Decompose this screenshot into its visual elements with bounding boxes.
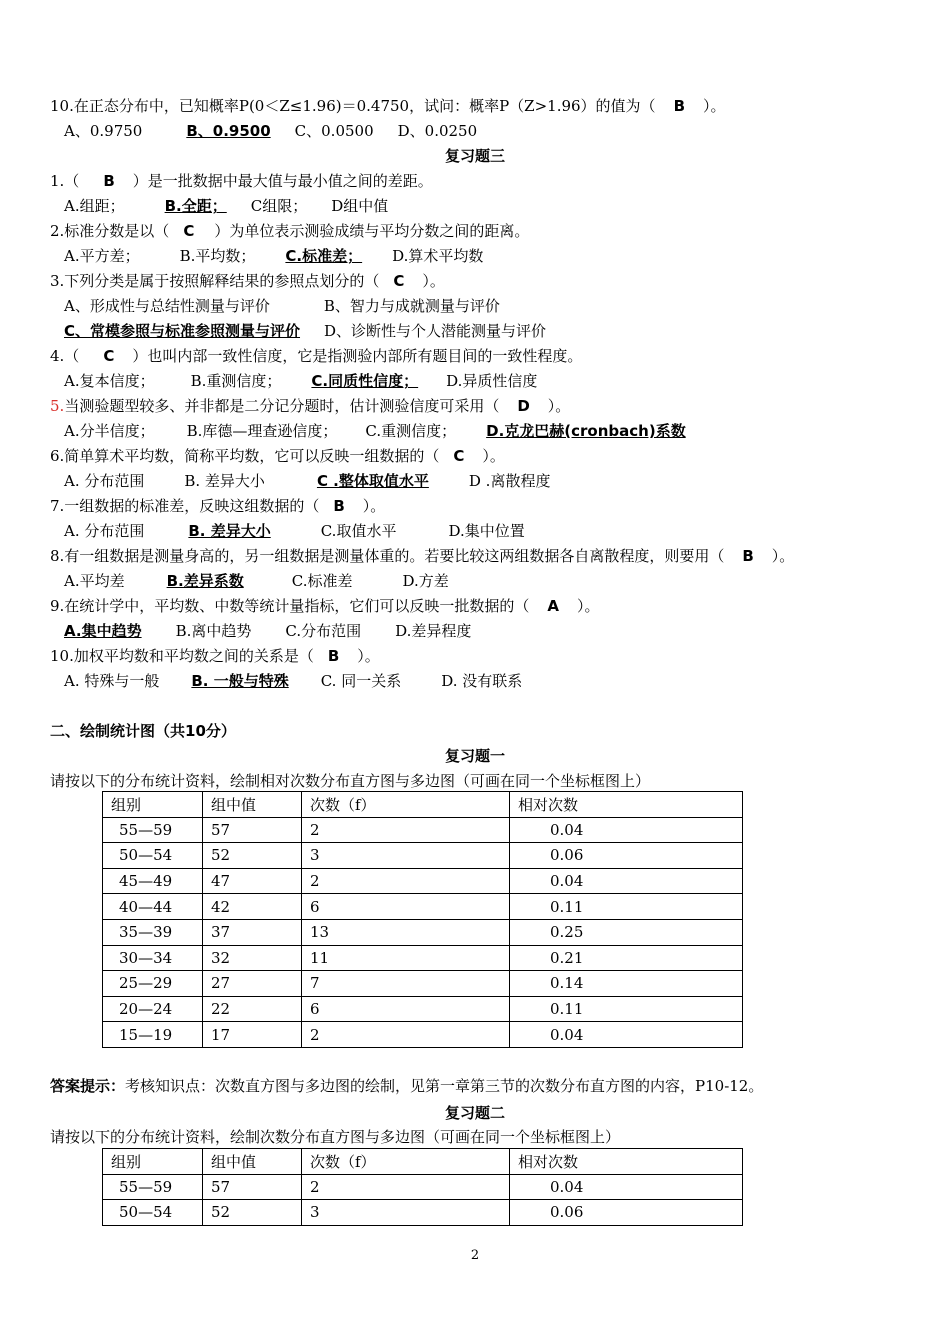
table-cell: 0.11 [510, 894, 743, 920]
table-cell: 3 [302, 1200, 510, 1226]
review-3-title: 复习题三 [444, 147, 505, 165]
distribution-table-2 [102, 1148, 743, 1226]
table-cell: 0.06 [510, 843, 743, 869]
table-cell: 22 [203, 996, 302, 1022]
distribution-table-1 [102, 791, 743, 1048]
table-cell: 27 [203, 971, 302, 997]
table-cell: 0.06 [510, 1200, 743, 1226]
table-cell: 57 [203, 817, 302, 843]
column-header: 组中值 [203, 1149, 302, 1175]
table-cell: 20—24 [103, 996, 203, 1022]
page-number: 2 [470, 1248, 480, 1263]
table-row [103, 996, 743, 1022]
review-2-prompt: 请按以下的分布统计资料，绘制次数分布直方图与多边图（可画在同一个坐标框图上） [50, 1128, 621, 1146]
answer-letter: B [673, 97, 685, 115]
r3-question-2: 2.标准分数是以（ C ）为单位表示测验成绩与平均分数之间的距离。 [50, 222, 530, 240]
section-2-heading: 二、绘制统计图（共10分） [50, 722, 236, 740]
r3-question-7: 7.一组数据的标准差，反映这组数据的（ B ）。 [50, 497, 386, 515]
answer-hint: 答案提示：考核知识点：次数直方图与多边图的绘制，见第一章第三节的次数分布直方图的内容，P10-12。 [50, 1077, 764, 1095]
table-cell: 0.04 [510, 1174, 743, 1200]
table-cell: 6 [302, 996, 510, 1022]
r3-question-5: 5.当测验题型较多、并非都是二分记分题时，估计测验信度可采用（ D ）。 [50, 397, 571, 415]
table-cell: 55—59 [103, 817, 203, 843]
table-cell: 25—29 [103, 971, 203, 997]
table-header-row [103, 792, 743, 818]
r3-question-9: 9.在统计学中，平均数、中数等统计量指标，它们可以反映一批数据的（ A ）。 [50, 597, 600, 615]
table-cell: 0.04 [510, 868, 743, 894]
table-cell: 40—44 [103, 894, 203, 920]
table-row [103, 868, 743, 894]
column-header: 组别 [103, 792, 203, 818]
table-cell: 52 [203, 843, 302, 869]
r3-question-10: 10.加权平均数和平均数之间的关系是（ B ）。 [50, 647, 380, 665]
table-row [103, 919, 743, 945]
r3-question-3-options-1: A、形成性与总结性测量与评价 B、智力与成就测量与评价 [64, 297, 500, 315]
review-1-title: 复习题一 [444, 747, 505, 765]
column-header: 次数（f） [302, 1149, 510, 1175]
table-row [103, 894, 743, 920]
r3-question-4: 4.（ C ）也叫内部一致性信度，它是指测验内部所有题目间的一致性程度。 [50, 347, 583, 365]
table-cell: 55—59 [103, 1174, 203, 1200]
column-header: 相对次数 [510, 1149, 743, 1175]
correct-option: B、0.9500 [186, 122, 271, 140]
r3-question-9-options: A.集中趋势 B.离中趋势 C.分布范围 D.差异程度 [64, 622, 472, 640]
table-cell: 6 [302, 894, 510, 920]
r3-question-7-options: A. 分布范围 B. 差异大小 C.取值水平 D.集中位置 [64, 522, 525, 540]
question-10-prev-options: A、0.9750 B、0.9500 C、0.0500 D、0.0250 [64, 122, 478, 140]
r3-question-6-options: A. 分布范围 B. 差异大小 C .整体取值水平 D .离散程度 [64, 472, 551, 490]
table-cell: 2 [302, 1022, 510, 1048]
question-10-prev: 10.在正态分布中，已知概率P(0＜Z≤1.96)＝0.4750，试问：概率P（Z>1.96）的值为（ B ）。 [50, 97, 726, 115]
table-cell: 0.21 [510, 945, 743, 971]
table-cell: 13 [302, 919, 510, 945]
column-header: 组别 [103, 1149, 203, 1175]
table-cell: 47 [203, 868, 302, 894]
table-cell: 11 [302, 945, 510, 971]
table-cell: 30—34 [103, 945, 203, 971]
table-cell: 50—54 [103, 843, 203, 869]
r3-question-5-options: A.分半信度； B.库德—理查逊信度； C.重测信度； D.克龙巴赫(cronbach)系数 [64, 422, 686, 440]
table-cell: 2 [302, 1174, 510, 1200]
table-cell: 17 [203, 1022, 302, 1048]
column-header: 次数（f） [302, 792, 510, 818]
table-row [103, 945, 743, 971]
table-cell: 7 [302, 971, 510, 997]
r3-question-8: 8.有一组数据是测量身高的，另一组数据是测量体重的。若要比较这两组数据各自离散程度，则要用（ B ）。 [50, 547, 795, 565]
table-row [103, 1200, 743, 1226]
table-header-row [103, 1149, 743, 1175]
r3-question-3-options-2: C、常模参照与标准参照测量与评价 D、诊断性与个人潜能测量与评价 [64, 322, 547, 340]
r3-question-1: 1.（ B ）是一批数据中最大值与最小值之间的差距。 [50, 172, 433, 190]
table-cell: 0.04 [510, 817, 743, 843]
table-row [103, 817, 743, 843]
r3-question-1-options: A.组距； B.全距； C组限； D组中值 [64, 197, 389, 215]
column-header: 组中值 [203, 792, 302, 818]
r3-question-10-options: A. 特殊与一般 B. 一般与特殊 C. 同一关系 D. 没有联系 [64, 672, 523, 690]
table-cell: 37 [203, 919, 302, 945]
table-cell: 32 [203, 945, 302, 971]
table-cell: 52 [203, 1200, 302, 1226]
table-cell: 45—49 [103, 868, 203, 894]
table-cell: 57 [203, 1174, 302, 1200]
table-cell: 2 [302, 868, 510, 894]
table-row [103, 843, 743, 869]
r3-question-2-options: A.平方差； B.平均数； C.标准差； D.算术平均数 [64, 247, 484, 265]
table-cell: 0.14 [510, 971, 743, 997]
table-cell: 3 [302, 843, 510, 869]
table-cell: 42 [203, 894, 302, 920]
table-cell: 50—54 [103, 1200, 203, 1226]
table-cell: 0.11 [510, 996, 743, 1022]
r3-question-4-options: A.复本信度； B.重测信度； C.同质性信度； D.异质性信度 [64, 372, 538, 390]
table-cell: 0.04 [510, 1022, 743, 1048]
table-cell: 2 [302, 817, 510, 843]
r3-question-3: 3.下列分类是属于按照解释结果的参照点划分的（ C ）。 [50, 272, 445, 290]
r3-question-8-options: A.平均差 B.差异系数 C.标准差 D.方差 [64, 572, 449, 590]
table-row [103, 1022, 743, 1048]
table-cell: 0.25 [510, 919, 743, 945]
table-cell: 15—19 [103, 1022, 203, 1048]
r3-question-6: 6.简单算术平均数，简称平均数，它可以反映一组数据的（ C ）。 [50, 447, 505, 465]
table-row [103, 971, 743, 997]
review-2-title: 复习题二 [444, 1104, 505, 1122]
column-header: 相对次数 [510, 792, 743, 818]
review-1-prompt: 请按以下的分布统计资料，绘制相对次数分布直方图与多边图（可画在同一个坐标框图上） [50, 772, 651, 790]
table-cell: 35—39 [103, 919, 203, 945]
table-row [103, 1174, 743, 1200]
